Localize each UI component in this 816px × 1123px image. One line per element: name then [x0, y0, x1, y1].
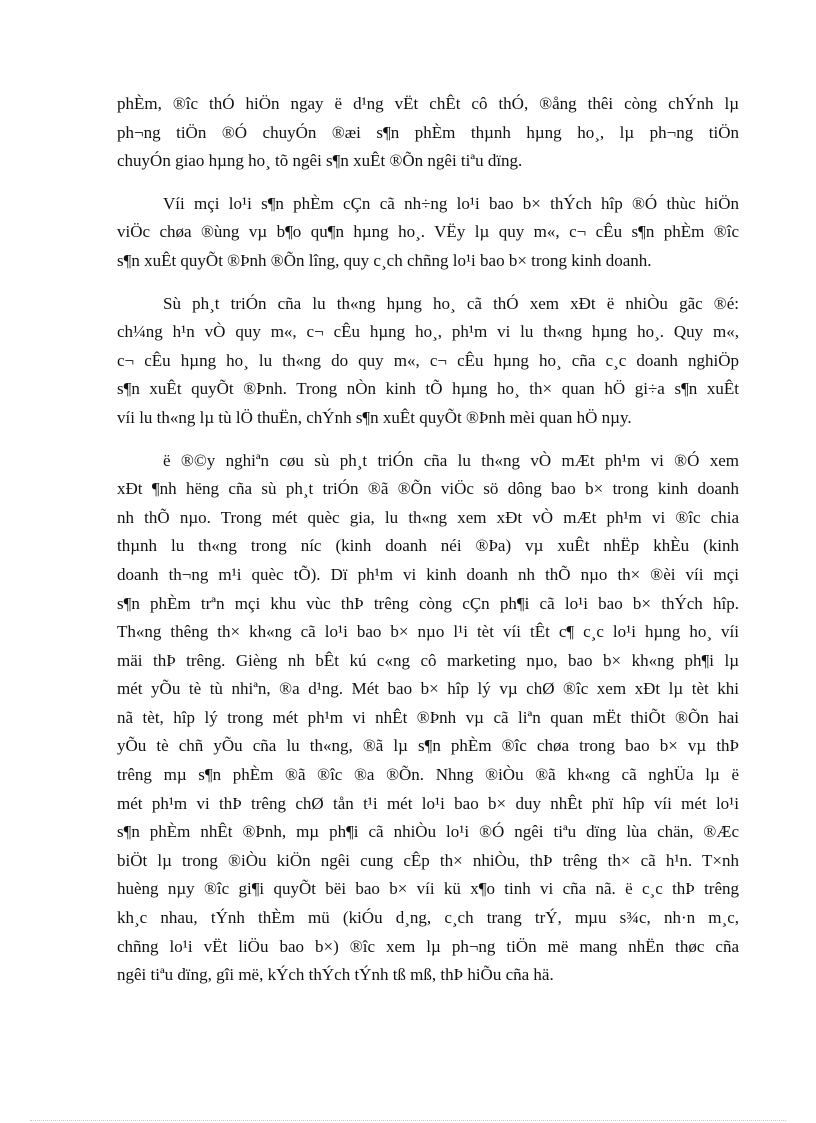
text-line: doanh th¬ng m¹i quèc tÕ). Dï ph¹m vi kinh doanh nh thÕ nµo th× ®èi víi mçi	[117, 564, 739, 584]
text-line: ch¼ng h¹n vÒ quy m«, c¬ cÊu hµng ho¸, ph¹m vi lu th«ng hµng ho¸. Quy m«,	[117, 322, 739, 342]
text-line: c¬ cÊu hµng ho¸ lu th«ng do quy m«, c¬ cÊu hµng ho¸ cña c¸c doanh nghiÖp	[117, 350, 739, 370]
text-line: kh¸c nhau, tÝnh thÈm mü (kiÓu d¸ng, c¸ch trang trÝ, mµu s¾c, nh·n m¸c,	[117, 908, 739, 928]
text-line: viÖc chøa ®ùng vµ b¶o qu¶n hµng ho¸. VËy lµ quy m«, c¬ cÊu s¶n phÈm ®îc	[117, 222, 739, 242]
text-line: phÈm, ®îc thÓ hiÖn ngay ë d¹ng vËt chÊt cô thÓ, ®ång thêi còng chÝnh lµ	[117, 94, 739, 113]
text-line: s¶n phÈm trªn mçi khu vùc thÞ trêng còng cÇn ph¶i cã lo¹i bao b× thÝch hîp.	[117, 593, 739, 613]
text-line: xÐt ¶nh hëng cña sù ph¸t triÓn ®ã ®Õn viÖc sö dông bao b× trong kinh doanh	[117, 479, 739, 499]
text-line: s¶n xuÊt quyÕt ®Þnh. Trong nÒn kinh tÕ hµng ho¸ th× quan hÖ gi÷a s¶n xuÊt	[117, 379, 739, 399]
text-line: ph¬ng tiÖn ®Ó chuyÓn ®æi s¶n phÈm thµnh hµng ho¸, lµ ph¬ng tiÖn	[117, 122, 739, 142]
text-line: ngêi tiªu dïng, gîi më, kÝch thÝch tÝnh tß mß, thÞ hiÕu cña hä.	[117, 965, 554, 985]
text-line: huèng nµy ®îc gi¶i quyÕt bëi bao b× víi kü x¶o tinh vi cña nã. ë c¸c thÞ trêng	[117, 879, 739, 899]
page-bottom-divider	[30, 1120, 786, 1121]
text-line: Víi mçi lo¹i s¶n phÈm cÇn cã nh÷ng lo¹i bao b× thÝch hîp ®Ó thùc hiÖn	[163, 193, 739, 213]
text-line: nh thÕ nµo. Trong mét quèc gia, lu th«ng xem xÐt vÒ mÆt ph¹m vi ®îc chia	[117, 507, 739, 527]
text-line: chñng lo¹i vËt liÖu bao b×) ®îc xem lµ ph¬ng tiÖn më mang nhËn thøc cña	[117, 936, 739, 956]
paragraph-4	[117, 447, 739, 990]
text-line: yÕu tè chñ yÕu cña lu th«ng, ®ã lµ s¶n phÈm ®îc chøa trong bao b× vµ thÞ	[117, 736, 739, 756]
text-line: trêng mµ s¶n phÈm ®ã ®îc ®a ®Õn. Nhng ®iÒu ®ã kh«ng cã nghÜa lµ ë	[117, 765, 739, 785]
text-line: mét ph¹m vi thÞ trêng chØ tån t¹i mét lo¹i bao b× duy nhÊt phï hîp víi mét lo¹i	[117, 793, 739, 813]
paragraph-3	[117, 290, 739, 433]
text-line: víi lu th«ng lµ tù lÖ thuËn, chÝnh s¶n xuÊt quyÕt ®Þnh mèi quan hÖ nµy.	[117, 407, 632, 427]
paragraph-2	[117, 190, 739, 276]
text-line: thµnh lu th«ng trong níc (kinh doanh néi ®Þa) vµ xuÊt nhËp khÈu (kinh	[117, 536, 739, 556]
text-line: s¶n phÈm nhÊt ®Þnh, mµ ph¶i cã nhiÒu lo¹i ®Ó ngêi tiªu dïng lùa chän, ®Æc	[117, 822, 739, 842]
text-line: ë ®©y nghiªn cøu sù ph¸t triÓn cña lu th«ng vÒ mÆt ph¹m vi ®Ó xem	[163, 450, 739, 470]
document-page	[117, 90, 739, 990]
text-line: mäi thÞ trêng. Gièng nh bÊt kú c«ng cô marketing nµo, bao b× kh«ng ph¶i lµ	[117, 650, 739, 670]
text-line: Sù ph¸t triÓn cña lu th«ng hµng ho¸ cã thÓ xem xÐt ë nhiÒu gãc ®é:	[163, 293, 739, 313]
text-line: s¶n xuÊt quyÕt ®Þnh ®Õn lîng, quy c¸ch chñng lo¹i bao b× trong kinh doanh.	[117, 250, 652, 270]
text-line: Th«ng thêng th× kh«ng cã lo¹i bao b× nµo l¹i tèt víi tÊt c¶ c¸c lo¹i hµng ho¸ víi	[117, 622, 739, 642]
text-line: chuyÓn giao hµng ho¸ tõ ngêi s¶n xuÊt ®Õn ngêi tiªu dïng.	[117, 151, 523, 171]
paragraph-1	[117, 90, 739, 176]
text-line: nã tèt, hîp lý trong mét ph¹m vi nhÊt ®Þnh vµ cã liªn quan mËt thiÕt ®Õn hai	[117, 707, 739, 727]
text-line: biÖt lµ trong ®iÒu kiÖn ngêi cung cÊp th× nhiÒu, thÞ trêng th× cã h¹n. T×nh	[117, 850, 739, 870]
text-line: mét yÕu tè tù nhiªn, ®a d¹ng. Mét bao b× hîp lý vµ chØ ®îc xem xÐt lµ tèt khi	[117, 679, 739, 699]
